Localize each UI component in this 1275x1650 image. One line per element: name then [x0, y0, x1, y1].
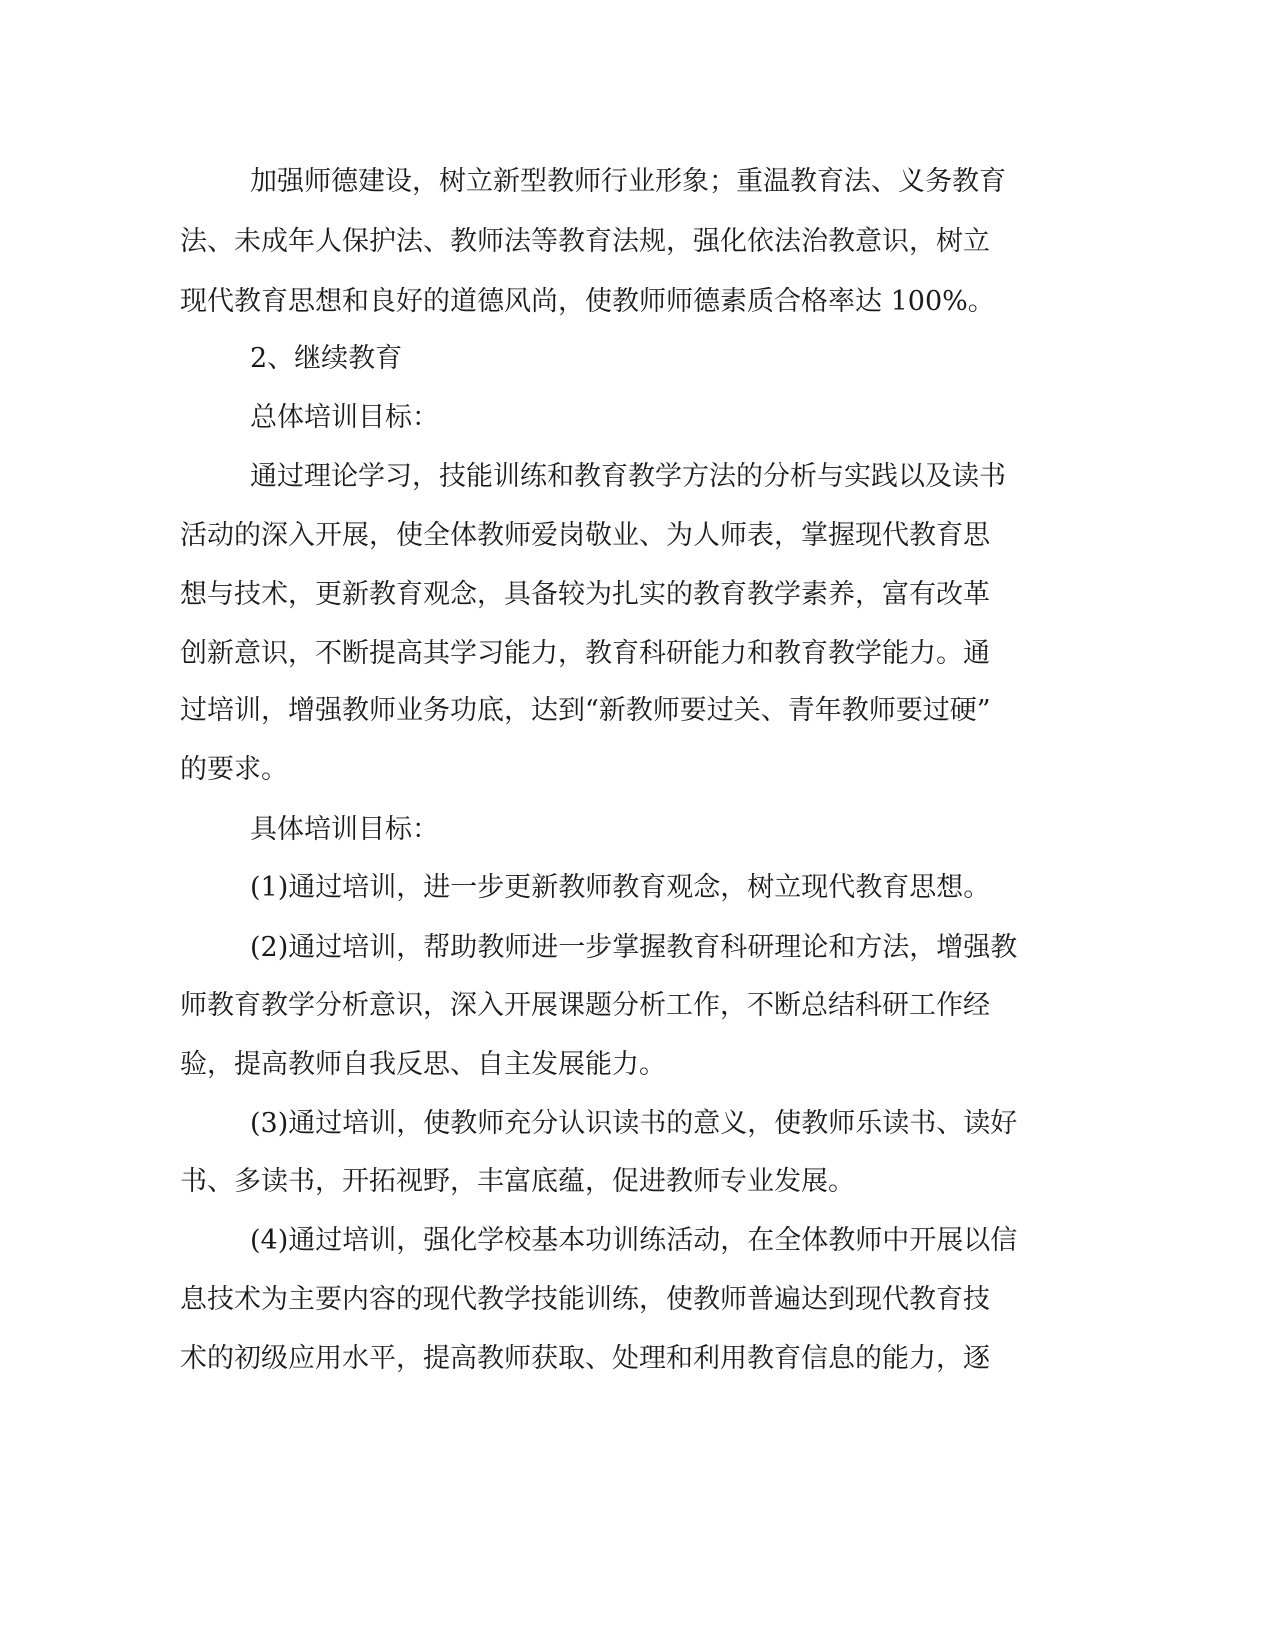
- text-line-1: 加强师德建设，树立新型教师行业形象；重温教育法、义务教育: [250, 166, 1006, 197]
- text-line-20: 息技术为主要内容的现代教学技能训练，使教师普遍达到现代教育技: [180, 1284, 990, 1315]
- text-line-6: 通过理论学习，技能训练和教育教学方法的分析与实践以及读书: [250, 461, 1006, 492]
- text-line-15: 师教育教学分析意识，深入开展课题分析工作，不断总结科研工作经: [180, 990, 990, 1021]
- text-line-8: 想与技术，更新教育观念，具备较为扎实的教育教学素养，富有改革: [180, 579, 990, 610]
- text-line-11: 的要求。: [180, 754, 288, 785]
- text-line-3: 现代教育思想和良好的道德风尚，使教师师德素质合格率达 100%。: [180, 286, 995, 317]
- text-line-16: 验，提高教师自我反思、自主发展能力。: [180, 1049, 666, 1080]
- list-item-2: (2)通过培训，帮助教师进一步掌握教育科研理论和方法，增强教: [250, 932, 1018, 963]
- subheading-specific-goal: 具体培训目标：: [250, 814, 439, 845]
- list-item-1: (1)通过培训，进一步更新教师教育观念，树立现代教育思想。: [250, 872, 991, 903]
- text-line-18: 书、多读书，开拓视野，丰富底蕴，促进教师专业发展。: [180, 1166, 855, 1197]
- list-item-3: (3)通过培训，使教师充分认识读书的意义，使教师乐读书、读好: [250, 1108, 1018, 1139]
- text-line-7: 活动的深入开展，使全体教师爱岗敬业、为人师表，掌握现代教育思: [180, 520, 990, 551]
- text-line-2: 法、未成年人保护法、教师法等教育法规，强化依法治教意识，树立: [180, 226, 990, 257]
- subheading-overall-goal: 总体培训目标：: [250, 402, 439, 433]
- text-line-10: 过培训，增强教师业务功底，达到“新教师要过关、青年教师要过硬”: [180, 695, 991, 726]
- text-line-9: 创新意识，不断提高其学习能力，教育科研能力和教育教学能力。通: [180, 638, 990, 669]
- list-item-4: (4)通过培训，强化学校基本功训练活动，在全体教师中开展以信: [250, 1225, 1018, 1256]
- text-line-21: 术的初级应用水平，提高教师获取、处理和利用教育信息的能力，逐: [180, 1343, 990, 1374]
- section-heading: 2、继续教育: [250, 343, 403, 374]
